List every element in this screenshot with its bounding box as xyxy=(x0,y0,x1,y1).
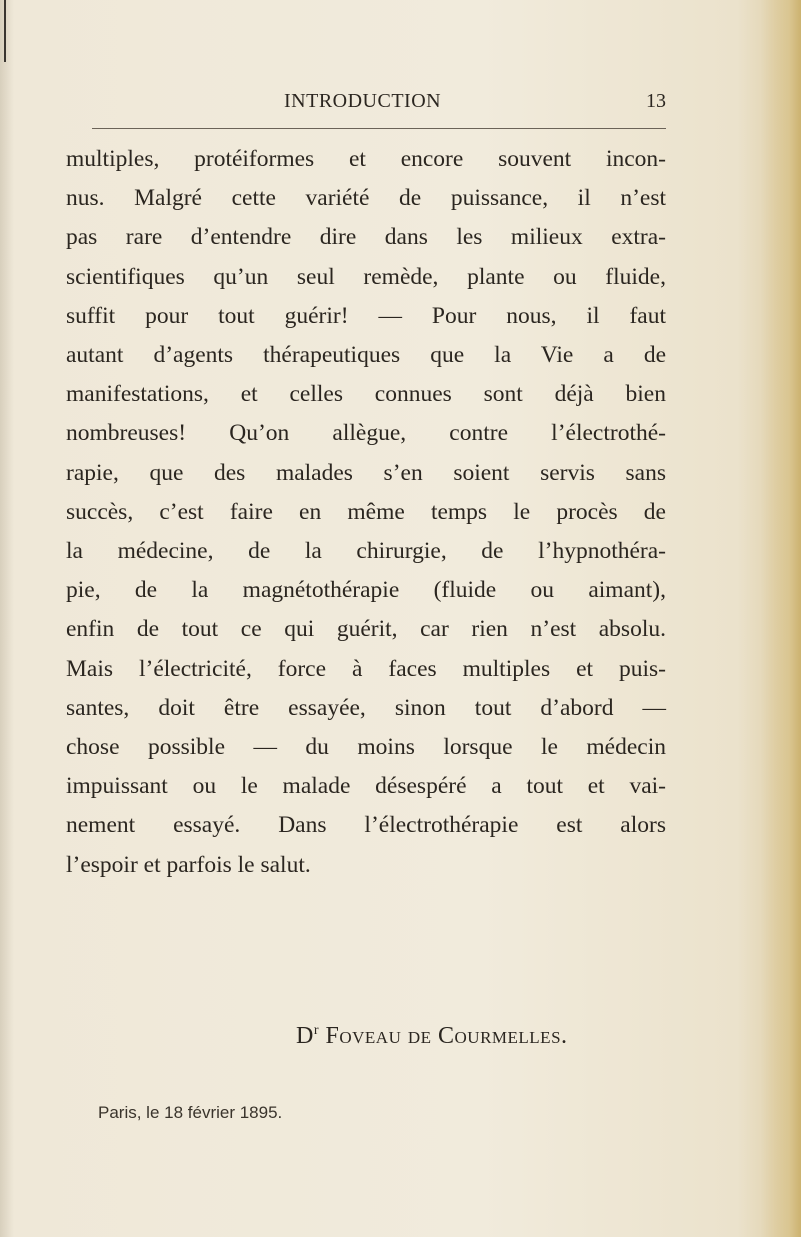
text-line: impuissant ou le malade désespéré a tout et vai- xyxy=(66,773,666,800)
text-line: chose possible — du moins lorsque le médecin xyxy=(66,734,666,761)
page-number: 13 xyxy=(646,90,666,112)
text-line: nombreuses! Qu’on allègue, contre l’électrothé- xyxy=(66,420,666,447)
text-line: scientifiques qu’un seul remède, plante ou fluide, xyxy=(66,263,666,290)
text-line: santes, doit être essayée, sinon tout d’abord — xyxy=(66,694,666,721)
page-left-edge xyxy=(0,0,14,1237)
page-gutter-mark xyxy=(4,0,6,62)
signature-name: Foveau de Courmelles. xyxy=(325,1023,568,1049)
text-line: la médecine, de la chirurgie, de l’hypnothéra- xyxy=(66,538,666,565)
text-line: nus. Malgré cette variété de puissance, il n’est xyxy=(66,185,666,212)
author-signature xyxy=(296,1023,568,1050)
text-line: enfin de tout ce qui guérit, car rien n’est absolu. xyxy=(66,616,666,643)
text-line: pas rare d’entendre dire dans les milieux extra- xyxy=(66,224,666,251)
text-line: succès, c’est faire en même temps le procès de xyxy=(66,498,666,525)
text-line: rapie, que des malades s’en soient servis sans xyxy=(66,459,666,486)
text-line: multiples, protéiformes et encore souvent incon- xyxy=(66,146,666,172)
header-rule xyxy=(92,128,666,129)
text-line: nement essayé. Dans l’électrothérapie est alors xyxy=(66,812,666,839)
dateline: Paris, le 18 février 1895. xyxy=(98,1103,283,1122)
text-line-last: l’espoir et parfois le salut. xyxy=(66,851,311,878)
running-title: INTRODUCTION xyxy=(284,90,442,112)
page-header xyxy=(66,90,666,120)
page-right-edge-stain xyxy=(761,0,801,1237)
text-line: Mais l’électricité, force à faces multiples et puis- xyxy=(66,655,666,682)
text-line: suffit pour tout guérir! — Pour nous, il faut xyxy=(66,302,666,329)
text-line: autant d’agents thérapeutiques que la Vie a de xyxy=(66,342,666,369)
body-paragraph xyxy=(66,140,666,885)
signature-title-superscript: r xyxy=(313,1023,320,1038)
signature-title: D xyxy=(296,1023,314,1049)
text-line: manifestations, et celles connues sont déjà bien xyxy=(66,381,666,408)
text-line: pie, de la magnétothérapie (fluide ou aimant), xyxy=(66,577,666,604)
